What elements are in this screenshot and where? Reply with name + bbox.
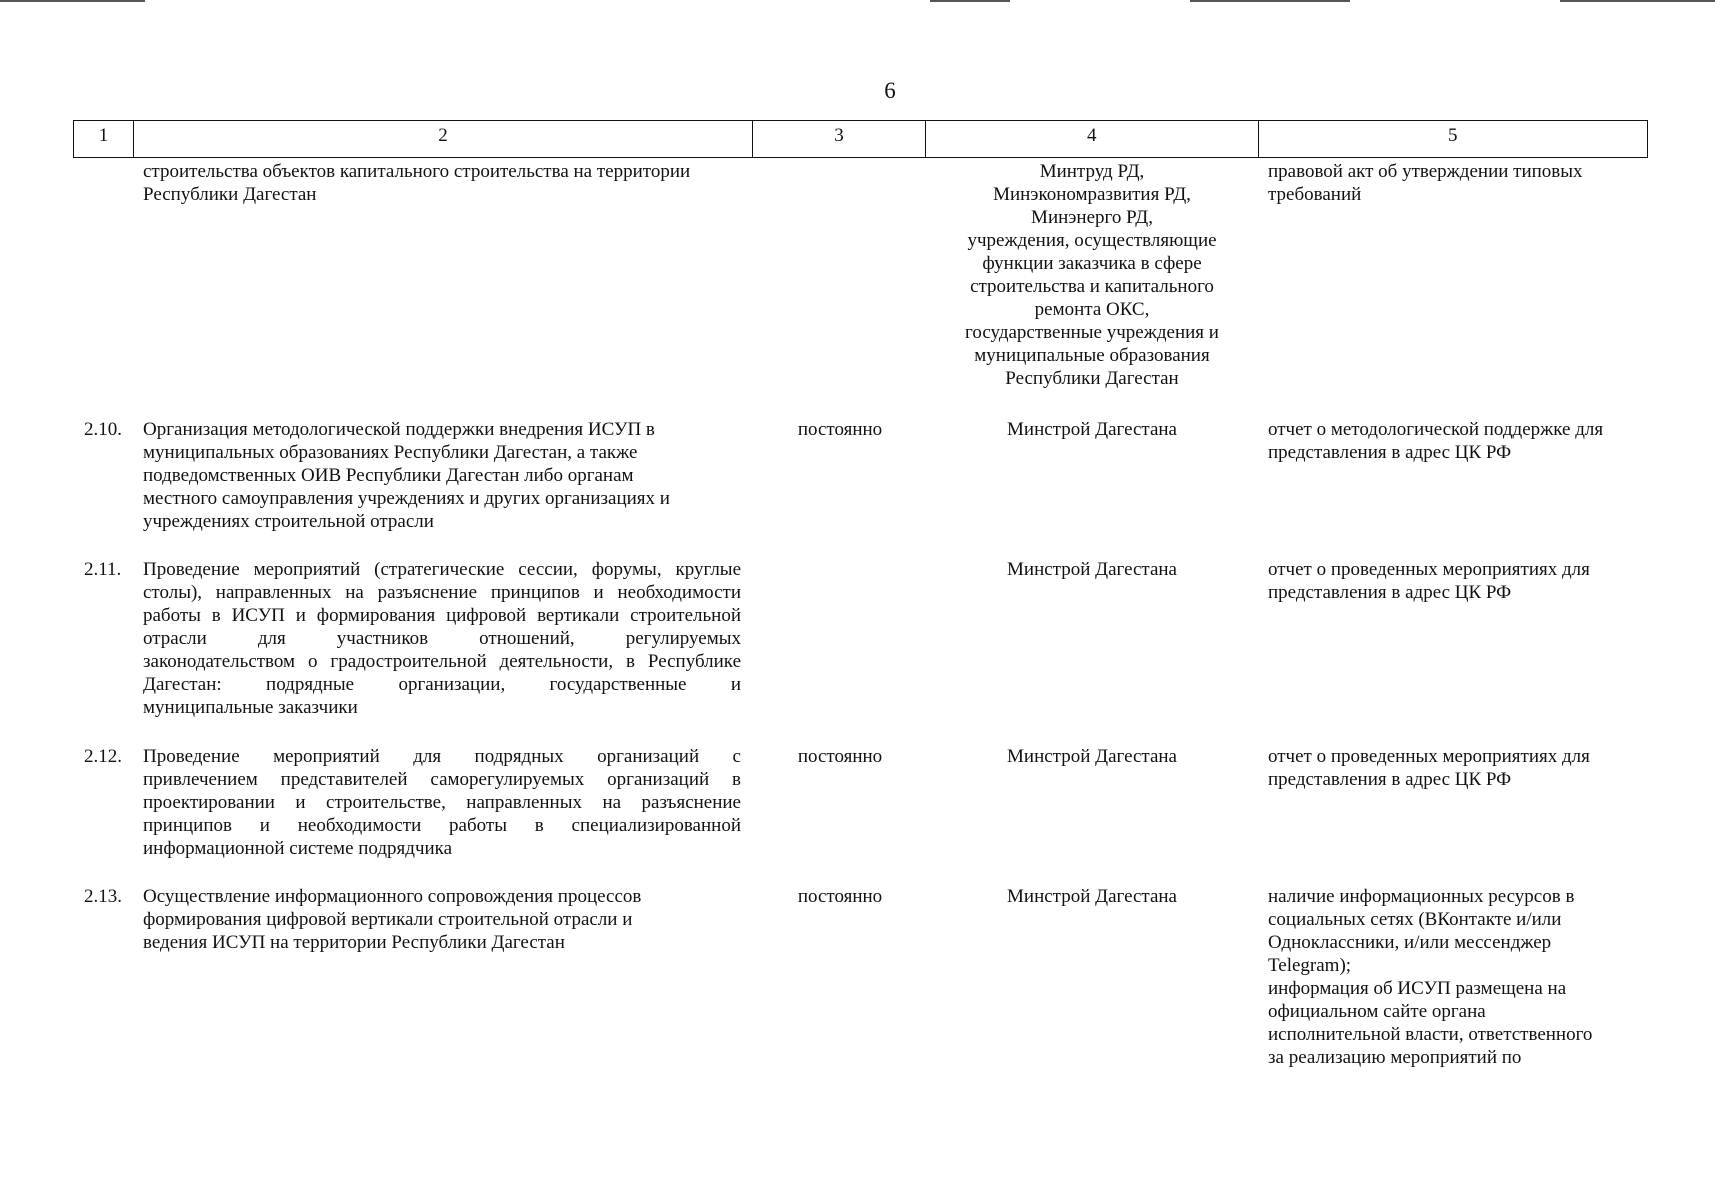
expected-result: наличие информационных ресурсов в социальных сетях (ВКонтакте и/или Одноклассники, и/или мессенджер Telegram); информация об ИСУП размещена на официальном сайте органа исполнительной власти, ответственного за реализацию мероприятий по xyxy=(1268,886,1593,1068)
measure-name: строительства объектов капитального строительства на территории Республики Дагестан xyxy=(143,161,691,205)
column-header-3: 3 xyxy=(753,121,926,157)
deadline: постоянно xyxy=(797,746,883,767)
expected-result: правовой акт об утверждении типовых требований xyxy=(1268,161,1583,205)
row-number: 2.12. xyxy=(84,746,122,767)
measure-name: Организация методологической поддержки внедрения ИСУП в муниципальных образованиях Республики Дагестан, а также подведомственных ОИВ Республики Дагестан либо органам местного самоуправления учреждениях и других организациях и учреждениях строительной отрасли xyxy=(143,419,670,532)
responsible-executor: Минтруд РД, Минэкономразвития РД, Минэнерго РД, учреждения, осуществляющие функции заказчика в сфере строительства и капитального ремонта ОКС, государственные учреждения и муниципальные образования Республики Дагестан xyxy=(965,161,1219,389)
column-header-4: 4 xyxy=(926,121,1259,157)
measure-name: Проведение мероприятий для подрядных организаций с привлечением представителей саморегулируемых организаций в проектировании и строительстве, направленных на разъяснение принципов и необходимости работы в специализированной информационной системе подрядчика xyxy=(143,746,741,859)
measure-name: Проведение мероприятий (стратегические сессии, форумы, круглые столы), направленных на разъяснение принципов и необходимости работы в ИСУП и формирования цифровой вертикали строительной отрасли для участников отношений, регулируемых законодательством о градостроительной деятельности, в Республике Дагестан: подрядные организации, государственные и муниципальные заказчики xyxy=(143,559,741,718)
row-number: 2.10. xyxy=(84,419,122,440)
expected-result: отчет о проведенных мероприятиях для представления в адрес ЦК РФ xyxy=(1268,559,1590,603)
expected-result: отчет о методологической поддержке для представления в адрес ЦК РФ xyxy=(1268,419,1604,463)
page-number: 6 xyxy=(884,78,896,103)
row-number: 2.13. xyxy=(84,886,122,907)
responsible-executor: Минстрой Дагестана xyxy=(1007,559,1177,580)
responsible-executor: Минстрой Дагестана xyxy=(1007,419,1177,440)
row-number: 2.11. xyxy=(84,559,122,580)
measure-name: Осуществление информационного сопровождения процессов формирования цифровой вертикали строительной отрасли и ведения ИСУП на территории Республики Дагестан xyxy=(143,886,642,953)
deadline: постоянно xyxy=(797,419,883,440)
responsible-executor: Минстрой Дагестана xyxy=(1007,746,1177,767)
expected-result: отчет о проведенных мероприятиях для представления в адрес ЦК РФ xyxy=(1268,746,1590,790)
deadline: постоянно xyxy=(797,886,883,907)
column-header-2: 2 xyxy=(134,121,753,157)
responsible-executor: Минстрой Дагестана xyxy=(1007,886,1177,907)
column-header-1: 1 xyxy=(74,121,134,157)
column-header-5: 5 xyxy=(1448,125,1458,146)
